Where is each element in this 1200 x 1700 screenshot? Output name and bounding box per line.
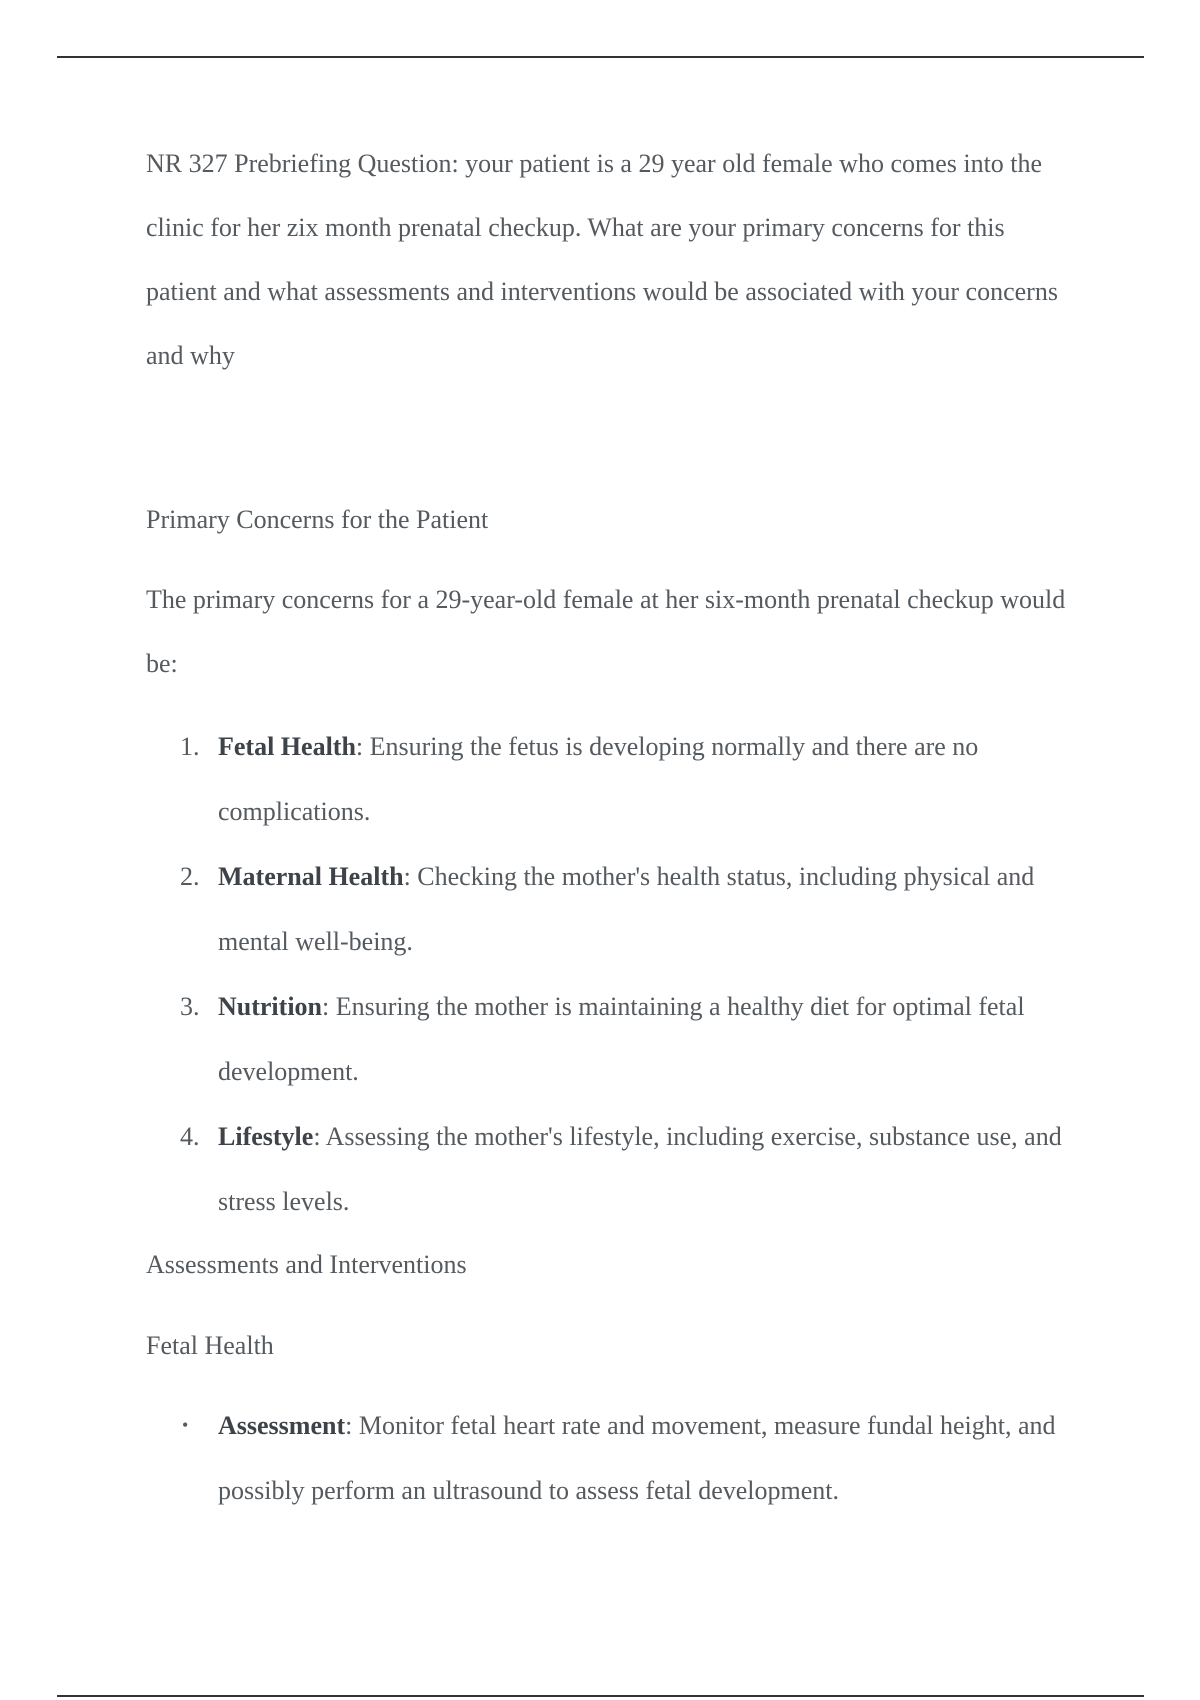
concern-term: Maternal Health <box>218 862 404 891</box>
list-number: 2. <box>180 862 200 891</box>
question-paragraph: NR 327 Prebriefing Question: your patient is a 29 year old female who comes into the clinic for her zix month prenatal checkup. What are your primary concerns for this patient and what assessments and interventions would be associated with your concerns and why <box>146 149 1058 370</box>
bottom-rule <box>57 1695 1144 1697</box>
concern-term: Lifestyle <box>218 1122 314 1151</box>
concern-item <box>146 974 1066 1104</box>
assessments-heading: Assessments and Interventions <box>146 1250 467 1279</box>
primary-concerns-heading: Primary Concerns for the Patient <box>146 505 489 534</box>
bullet-marker: • <box>182 1415 189 1435</box>
list-number: 1. <box>180 732 200 761</box>
concern-item <box>146 1104 1066 1234</box>
assessment-term: Assessment <box>218 1411 346 1440</box>
assessment-text: : Monitor fetal heart rate and movement, measure fundal height, and possibly perform an ultrasound to assess fetal development. <box>218 1411 1056 1505</box>
concern-text: : Ensuring the fetus is developing normally and there are no complications. <box>218 732 979 826</box>
fetal-health-subheading: Fetal Health <box>146 1331 274 1360</box>
list-number: 4. <box>180 1122 200 1151</box>
concern-term: Fetal Health <box>218 732 356 761</box>
primary-concerns-intro: The primary concerns for a 29-year-old female at her six-month prenatal checkup would be: <box>146 585 1066 678</box>
list-number: 3. <box>180 992 200 1021</box>
concern-text: : Checking the mother's health status, including physical and mental well-being. <box>218 862 1035 956</box>
concern-item <box>146 844 1066 974</box>
concern-text: : Ensuring the mother is maintaining a healthy diet for optimal fetal development. <box>218 992 1025 1086</box>
concerns-list <box>146 714 1066 1234</box>
concern-term: Nutrition <box>218 992 322 1021</box>
assessment-list <box>146 1393 1066 1523</box>
concern-item <box>146 714 1066 844</box>
assessment-item <box>146 1393 1066 1523</box>
concern-text: : Assessing the mother's lifestyle, including exercise, substance use, and stress levels. <box>218 1122 1062 1216</box>
top-rule <box>57 56 1144 58</box>
